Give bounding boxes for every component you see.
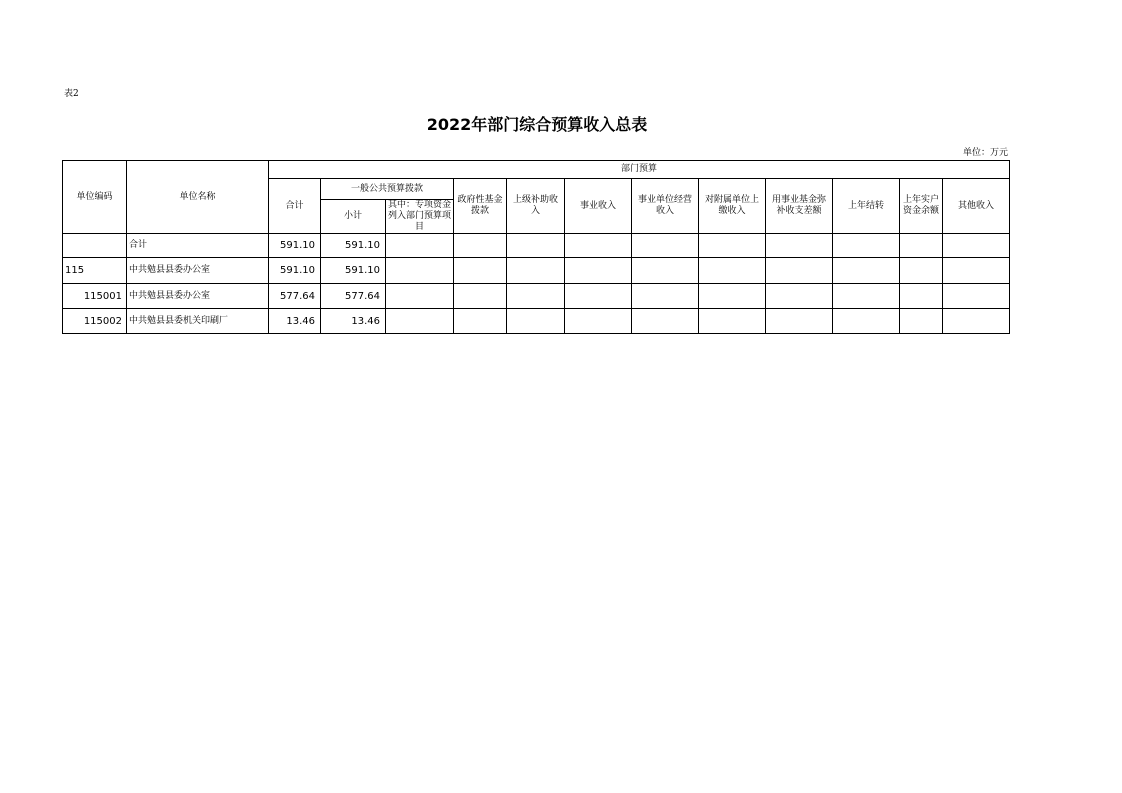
page-title: 2022年部门综合预算收入总表 xyxy=(426,115,648,134)
cell-empty xyxy=(507,284,565,309)
cell-name: 中共勉县县委办公室 xyxy=(127,258,269,284)
cell-empty xyxy=(943,309,1010,334)
header-affiliated-income: 对附属单位上缴收入 xyxy=(699,179,766,234)
cell-code: 115002 xyxy=(63,309,127,334)
cell-empty xyxy=(632,234,699,258)
cell-empty xyxy=(632,284,699,309)
cell-empty xyxy=(900,309,943,334)
cell-total: 13.46 xyxy=(269,309,321,334)
cell-empty xyxy=(766,234,833,258)
header-special-funds: 其中：专项资金列入部门预算项目 xyxy=(386,200,454,234)
header-name: 单位名称 xyxy=(127,161,269,234)
cell-empty xyxy=(766,309,833,334)
header-dept-budget: 部门预算 xyxy=(269,161,1010,179)
table-number: 表2 xyxy=(64,89,79,99)
header-upper-subsidy: 上级补助收入 xyxy=(507,179,565,234)
cell-empty xyxy=(386,284,454,309)
cell-empty xyxy=(454,309,507,334)
cell-subtotal: 591.10 xyxy=(321,258,386,284)
cell-empty xyxy=(632,258,699,284)
cell-name: 中共勉县县委机关印刷厂 xyxy=(127,309,269,334)
cell-empty xyxy=(766,258,833,284)
header-business-income: 事业收入 xyxy=(565,179,632,234)
cell-subtotal: 577.64 xyxy=(321,284,386,309)
cell-empty xyxy=(943,234,1010,258)
cell-empty xyxy=(386,309,454,334)
header-code: 单位编码 xyxy=(63,161,127,234)
header-other-income: 其他收入 xyxy=(943,179,1010,234)
cell-total: 591.10 xyxy=(269,258,321,284)
cell-empty xyxy=(900,234,943,258)
cell-code: 115 xyxy=(63,258,127,284)
unit-label: 单位：万元 xyxy=(962,148,1008,158)
table-row xyxy=(63,258,1010,284)
header-prior-balance: 上年实户资金余额 xyxy=(900,179,943,234)
cell-empty xyxy=(507,234,565,258)
cell-subtotal: 13.46 xyxy=(321,309,386,334)
cell-empty xyxy=(833,309,900,334)
header-carryover: 上年结转 xyxy=(833,179,900,234)
cell-empty xyxy=(565,284,632,309)
cell-empty xyxy=(900,258,943,284)
cell-empty xyxy=(454,284,507,309)
cell-empty xyxy=(766,284,833,309)
cell-total: 591.10 xyxy=(269,234,321,258)
cell-empty xyxy=(833,284,900,309)
table-row xyxy=(63,309,1010,334)
cell-empty xyxy=(833,234,900,258)
cell-name: 中共勉县县委办公室 xyxy=(127,284,269,309)
header-gov-fund: 政府性基金拨款 xyxy=(454,179,507,234)
header-general-public: 一般公共预算拨款 xyxy=(321,179,454,200)
cell-total: 577.64 xyxy=(269,284,321,309)
header-operating-income: 事业单位经营收入 xyxy=(632,179,699,234)
table-row xyxy=(63,284,1010,309)
cell-empty xyxy=(833,258,900,284)
cell-code: 115001 xyxy=(63,284,127,309)
cell-empty xyxy=(386,258,454,284)
header-business-fund: 用事业基金弥补收支差额 xyxy=(766,179,833,234)
cell-empty xyxy=(699,309,766,334)
cell-empty xyxy=(699,258,766,284)
header-total: 合计 xyxy=(269,179,321,234)
cell-empty xyxy=(900,284,943,309)
cell-empty xyxy=(699,284,766,309)
cell-empty xyxy=(943,258,1010,284)
cell-subtotal: 591.10 xyxy=(321,234,386,258)
cell-empty xyxy=(565,234,632,258)
cell-empty xyxy=(386,234,454,258)
cell-empty xyxy=(454,258,507,284)
cell-empty xyxy=(943,284,1010,309)
header-subtotal: 小计 xyxy=(321,200,386,234)
budget-income-table xyxy=(62,160,1010,334)
cell-empty xyxy=(507,258,565,284)
cell-empty xyxy=(565,309,632,334)
cell-empty xyxy=(632,309,699,334)
cell-code xyxy=(63,234,127,258)
cell-name: 合计 xyxy=(127,234,269,258)
cell-empty xyxy=(565,258,632,284)
cell-empty xyxy=(454,234,507,258)
table-row xyxy=(63,234,1010,258)
cell-empty xyxy=(507,309,565,334)
cell-empty xyxy=(699,234,766,258)
